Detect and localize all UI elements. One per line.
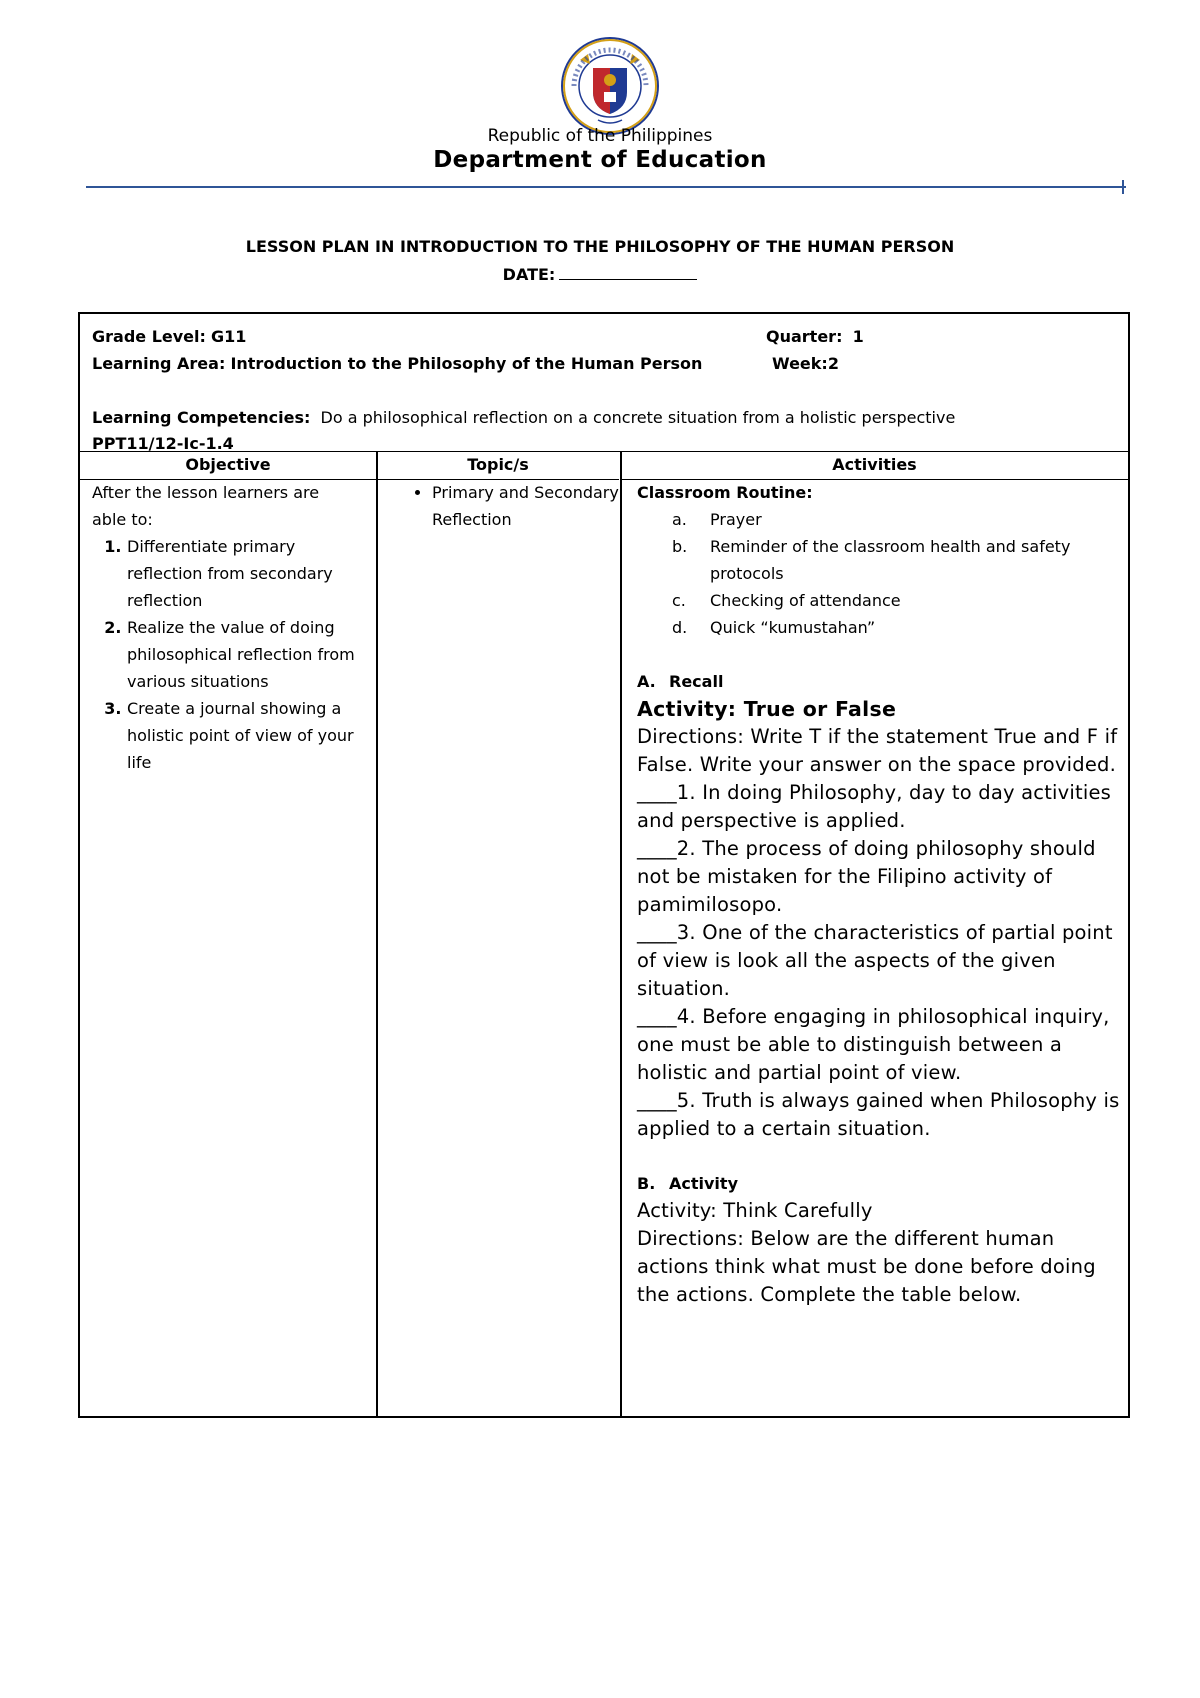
grade-value: G11 (211, 327, 247, 346)
week-value: 2 (827, 354, 839, 373)
lesson-plan-table (78, 312, 1130, 1418)
week (772, 354, 839, 373)
republic-label: Republic of the Philippines (487, 126, 713, 146)
section-letter: A. (637, 672, 656, 691)
learning-area (92, 354, 702, 373)
area-label: Learning Area: (92, 354, 226, 373)
section-activity (637, 1170, 1122, 1197)
routine-item (672, 506, 1122, 533)
statement-item: ____1. In doing Philosophy, day to day activities and perspective is applied. (637, 781, 1112, 832)
activities-cell (637, 479, 1122, 1309)
routine-text: Reminder of the classroom health and safety protocols (710, 537, 1071, 583)
quarter-value: 1 (852, 327, 864, 346)
topic-item: • Primary and Secondary Reflection (432, 479, 620, 533)
routine-text: Prayer (710, 510, 762, 529)
quarter-label: Quarter: (766, 327, 843, 346)
competencies-label: Learning Competencies: (92, 408, 311, 427)
topics-cell (390, 479, 620, 533)
info-section (80, 314, 1128, 452)
quarter (766, 327, 864, 346)
objective-item: 3. Create a journal showing a holistic point of view of your life (127, 695, 372, 776)
spacer (637, 1143, 1122, 1170)
routine-letter: c. (672, 591, 686, 610)
section-letter: B. (637, 1174, 656, 1193)
section-recall (637, 668, 1122, 695)
column-header-topics: Topic/s (377, 451, 619, 480)
section-title: Activity (669, 1174, 738, 1193)
routine-letter: a. (672, 510, 687, 529)
date-line (0, 264, 1200, 284)
deped-seal-icon (560, 36, 660, 136)
grade-level (92, 327, 246, 346)
header-divider (86, 186, 1126, 188)
competency-code-text: PPT11/12-Ic-1.4 (92, 434, 234, 453)
routine-letter: d. (672, 618, 688, 637)
statement-item: ____2. The process of doing philosophy should not be mistaken for the Filipino activity of pamimilosopo. (637, 837, 1096, 916)
date-label: DATE: (502, 265, 556, 284)
routine-list (637, 506, 1122, 641)
objective-intro-line2: able to: (92, 510, 153, 529)
routine-text: Checking of attendance (710, 591, 901, 610)
column-divider-1 (376, 451, 378, 1416)
header-divider-mark (1122, 180, 1124, 194)
objective-list (92, 533, 372, 776)
column-divider-2 (620, 451, 622, 1416)
statement-item: ____4. Before engaging in philosophical inquiry, one must be able to distinguish between a holistic and partial point of view. (637, 1005, 1110, 1084)
objective-cell (92, 479, 372, 776)
topic-list (390, 479, 620, 533)
routine-item (672, 614, 1122, 641)
objective-item: 1. Differentiate primary reflection from secondary reflection (127, 533, 372, 614)
recall-activity-title: Activity: True or False (637, 697, 897, 721)
date-blank (559, 264, 697, 280)
section-title: Recall (669, 672, 724, 691)
competencies-value: Do a philosophical reflection on a concrete situation from a holistic perspective (320, 408, 956, 427)
objective-intro-line1: After the lesson learners are (92, 483, 320, 502)
recall-directions: Directions: Write T if the statement True and F if False. Write your answer on the space provided. (637, 725, 1118, 776)
activity-directions: Directions: Below are the different human actions think what must be done before doing the actions. Complete the table below. (637, 1227, 1096, 1306)
statement-item: ____5. Truth is always gained when Philosophy is applied to a certain situation. (637, 1089, 1120, 1140)
column-header-activities: Activities (621, 451, 1128, 480)
week-label: Week: (772, 354, 828, 373)
routine-letter: b. (672, 537, 688, 556)
grade-label: Grade Level: (92, 327, 206, 346)
routine-item (672, 587, 1122, 614)
column-header-objective: Objective (80, 451, 376, 480)
routine-title: Classroom Routine: (637, 483, 813, 502)
learning-competencies (92, 408, 955, 427)
department-title: Department of Education (433, 147, 767, 173)
area-value: Introduction to the Philosophy of the Human Person (230, 354, 703, 373)
routine-item (672, 533, 1122, 587)
activity-name: Activity: Think Carefully (637, 1199, 873, 1222)
objective-item: 2. Realize the value of doing philosophical reflection from various situations (127, 614, 372, 695)
spacer (637, 641, 1122, 668)
lesson-plan-title: LESSON PLAN IN INTRODUCTION TO THE PHILOSOPHY OF THE HUMAN PERSON (245, 237, 955, 256)
statement-item: ____3. One of the characteristics of partial point of view is look all the aspects of the given situation. (637, 921, 1113, 1000)
routine-text: Quick “kumustahan” (710, 618, 876, 637)
